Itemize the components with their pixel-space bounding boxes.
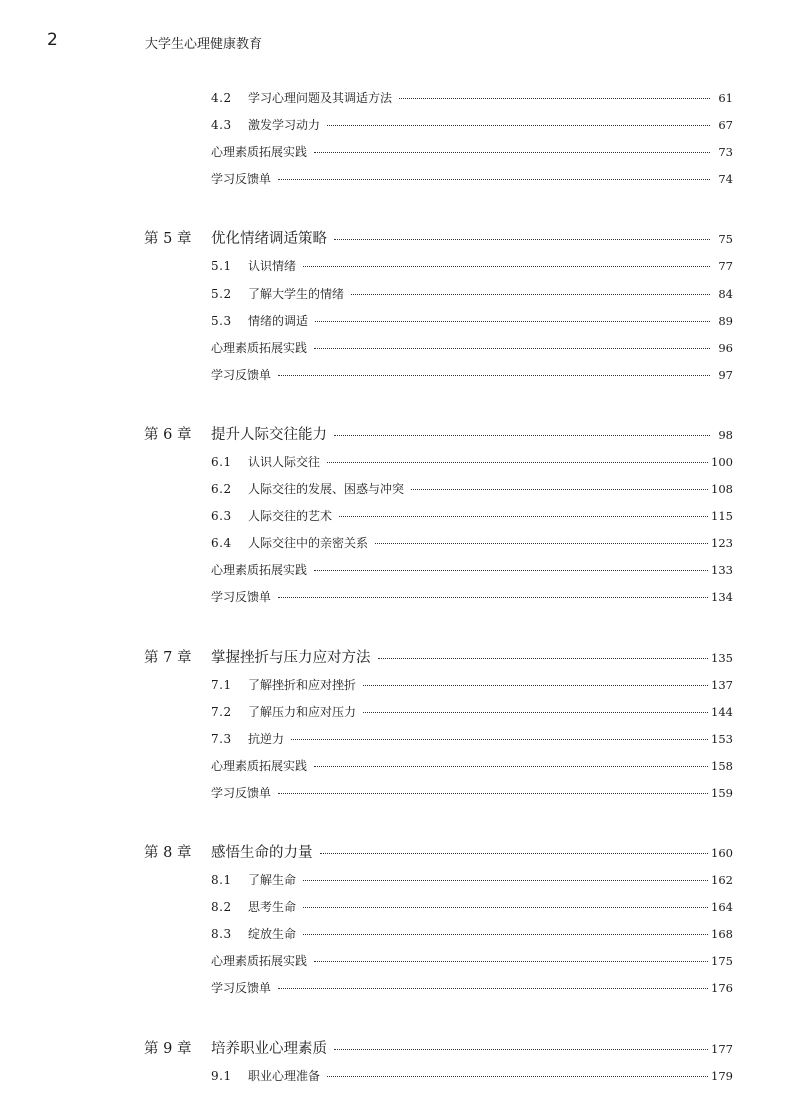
entry-page-number: 164 — [711, 900, 733, 915]
dot-leader — [303, 934, 708, 935]
dot-leader — [278, 179, 710, 180]
dot-leader — [327, 462, 708, 463]
dot-leader — [278, 793, 708, 794]
section-number: 8.1 — [211, 873, 232, 887]
dot-leader — [278, 597, 708, 598]
section-number: 5.1 — [211, 259, 232, 274]
entry-page-number: 168 — [711, 927, 733, 942]
section-number: 5.3 — [211, 313, 232, 328]
dot-leader — [327, 1076, 708, 1077]
entry-title: 抗逆力 — [248, 731, 285, 746]
dot-leader — [375, 543, 708, 544]
entry-page-number: 135 — [711, 650, 733, 665]
section-number: 4.2 — [211, 91, 232, 105]
toc-section-entry[interactable] — [211, 979, 733, 999]
toc-section-entry[interactable] — [211, 170, 733, 190]
entry-page-number: 75 — [718, 232, 733, 247]
toc-section-entry[interactable] — [211, 1067, 733, 1087]
toc-section-entry[interactable] — [211, 925, 733, 945]
entry-title: 认识情绪 — [248, 259, 297, 274]
toc-section-entry[interactable] — [211, 871, 733, 891]
entry-page-number: 133 — [711, 563, 733, 578]
section-number: 7.2 — [211, 704, 232, 719]
entry-page-number: 108 — [711, 482, 733, 496]
entry-page-number: 96 — [718, 340, 733, 355]
dot-leader — [291, 739, 708, 740]
entry-page-number: 115 — [711, 509, 733, 524]
entry-title: 心理素质拓展实践 — [211, 563, 308, 578]
dot-leader — [339, 516, 708, 517]
section-number: 6.1 — [211, 454, 232, 469]
entry-page-number: 144 — [711, 704, 733, 719]
dot-leader — [303, 880, 708, 881]
entry-title: 学习反馈单 — [211, 172, 272, 187]
entry-page-number: 98 — [718, 427, 733, 442]
toc-section-entry[interactable] — [211, 784, 733, 804]
running-header — [47, 30, 747, 64]
section-number: 7.3 — [211, 731, 232, 746]
entry-title: 了解压力和应对压力 — [248, 704, 357, 719]
entry-title: 了解生命 — [248, 873, 297, 887]
entry-title: 心理素质拓展实践 — [211, 340, 308, 355]
entry-page-number: 97 — [718, 367, 733, 382]
entry-page-number: 159 — [711, 785, 733, 800]
dot-leader — [334, 239, 710, 240]
dot-leader — [303, 266, 710, 267]
toc-section-entry[interactable] — [211, 534, 733, 554]
dot-leader — [334, 1049, 708, 1050]
entry-page-number: 134 — [711, 590, 733, 605]
chapter-number: 第 6 章 — [144, 426, 192, 443]
toc-chapter-entry[interactable] — [144, 1037, 733, 1059]
book-title: 大学生心理健康教育 — [145, 37, 263, 52]
entry-title: 学习反馈单 — [211, 367, 272, 382]
entry-title: 了解挫折和应对挫折 — [248, 677, 357, 692]
chapter-number: 第 9 章 — [144, 1040, 192, 1057]
entry-page-number: 77 — [718, 259, 733, 274]
entry-title: 职业心理准备 — [248, 1068, 321, 1083]
toc-section-entry[interactable] — [211, 312, 733, 332]
section-number: 8.3 — [211, 927, 232, 942]
entry-page-number: 160 — [711, 846, 733, 860]
entry-page-number: 89 — [718, 313, 733, 328]
dot-leader — [314, 961, 708, 962]
entry-title: 感悟生命的力量 — [211, 845, 313, 861]
entry-page-number: 123 — [711, 536, 733, 551]
toc-chapter-entry[interactable] — [144, 423, 733, 445]
section-number: 5.2 — [211, 286, 232, 301]
dot-leader — [411, 489, 708, 490]
toc-section-entry[interactable] — [211, 143, 733, 163]
entry-title: 提升人际交往能力 — [211, 426, 327, 443]
dot-leader — [278, 988, 708, 989]
entry-title: 绽放生命 — [248, 927, 297, 942]
toc-section-entry[interactable] — [211, 453, 733, 473]
entry-page-number: 74 — [718, 172, 733, 187]
entry-title: 心理素质拓展实践 — [211, 145, 308, 160]
entry-page-number: 67 — [718, 118, 733, 133]
dot-leader — [314, 348, 710, 349]
entry-title: 激发学习动力 — [248, 118, 321, 133]
entry-title: 学习反馈单 — [211, 785, 272, 800]
toc-chapter-entry[interactable] — [144, 227, 733, 249]
toc-section-entry[interactable] — [211, 952, 733, 972]
dot-leader — [363, 712, 708, 713]
dot-leader — [334, 435, 710, 436]
entry-title: 心理素质拓展实践 — [211, 758, 308, 773]
entry-title: 学习反馈单 — [211, 981, 272, 996]
entry-page-number: 175 — [711, 954, 733, 969]
entry-page-number: 162 — [711, 873, 733, 887]
entry-page-number: 158 — [711, 758, 733, 773]
toc-section-entry[interactable] — [211, 366, 733, 386]
section-number: 9.1 — [211, 1068, 232, 1083]
entry-title: 人际交往的发展、困惑与冲突 — [248, 482, 405, 496]
toc-section-entry[interactable] — [211, 561, 733, 581]
entry-title: 认识人际交往 — [248, 454, 321, 469]
toc-section-entry[interactable] — [211, 703, 733, 723]
entry-page-number: 100 — [711, 454, 733, 469]
toc-section-entry[interactable] — [211, 507, 733, 527]
entry-page-number: 177 — [711, 1041, 733, 1056]
dot-leader — [315, 321, 710, 322]
section-number: 8.2 — [211, 900, 232, 915]
entry-title: 人际交往的艺术 — [248, 509, 333, 524]
dot-leader — [351, 294, 710, 295]
entry-title: 培养职业心理素质 — [211, 1040, 327, 1057]
dot-leader — [320, 853, 709, 854]
entry-page-number: 153 — [711, 731, 733, 746]
dot-leader — [314, 152, 710, 153]
dot-leader — [314, 766, 708, 767]
entry-title: 优化情绪调适策略 — [211, 231, 327, 248]
toc-section-entry[interactable] — [211, 116, 733, 136]
section-number: 6.3 — [211, 509, 232, 524]
toc-section-entry[interactable] — [211, 339, 733, 359]
entry-page-number: 137 — [711, 677, 733, 692]
section-number: 6.2 — [211, 482, 232, 496]
section-number: 6.4 — [211, 536, 232, 551]
chapter-number: 第 7 章 — [144, 649, 192, 666]
toc-section-entry[interactable] — [211, 480, 733, 500]
toc-chapter-entry[interactable] — [144, 841, 733, 863]
toc-section-entry[interactable] — [211, 588, 733, 608]
entry-title: 思考生命 — [248, 900, 297, 915]
chapter-number: 第 8 章 — [144, 845, 192, 861]
section-number: 4.3 — [211, 118, 232, 133]
chapter-number: 第 5 章 — [144, 231, 192, 248]
dot-leader — [399, 98, 710, 99]
entry-title: 学习心理问题及其调适方法 — [248, 91, 393, 105]
toc-section-entry[interactable] — [211, 898, 733, 918]
entry-title: 了解大学生的情绪 — [248, 286, 345, 301]
dot-leader — [303, 907, 708, 908]
entry-title: 掌握挫折与压力应对方法 — [211, 649, 371, 666]
toc-chapter-entry[interactable] — [144, 646, 733, 668]
toc-section-entry[interactable] — [211, 676, 733, 696]
entry-page-number: 176 — [711, 981, 733, 996]
page-number: 2 — [47, 30, 58, 50]
entry-title: 人际交往中的亲密关系 — [248, 536, 369, 551]
dot-leader — [314, 570, 708, 571]
dot-leader — [278, 375, 710, 376]
toc-section-entry[interactable] — [211, 89, 733, 109]
dot-leader — [327, 125, 710, 126]
toc-section-entry[interactable] — [211, 757, 733, 777]
toc-section-entry[interactable] — [211, 730, 733, 750]
section-number: 7.1 — [211, 677, 232, 692]
dot-leader — [378, 658, 709, 659]
entry-page-number: 61 — [718, 91, 733, 105]
entry-page-number: 84 — [718, 286, 733, 301]
entry-title: 情绪的调适 — [248, 313, 309, 328]
entry-title: 心理素质拓展实践 — [211, 954, 308, 969]
entry-title: 学习反馈单 — [211, 590, 272, 605]
dot-leader — [363, 685, 708, 686]
toc-section-entry[interactable] — [211, 285, 733, 305]
toc-section-entry[interactable] — [211, 257, 733, 277]
entry-page-number: 73 — [718, 145, 733, 160]
entry-page-number: 179 — [711, 1068, 733, 1083]
